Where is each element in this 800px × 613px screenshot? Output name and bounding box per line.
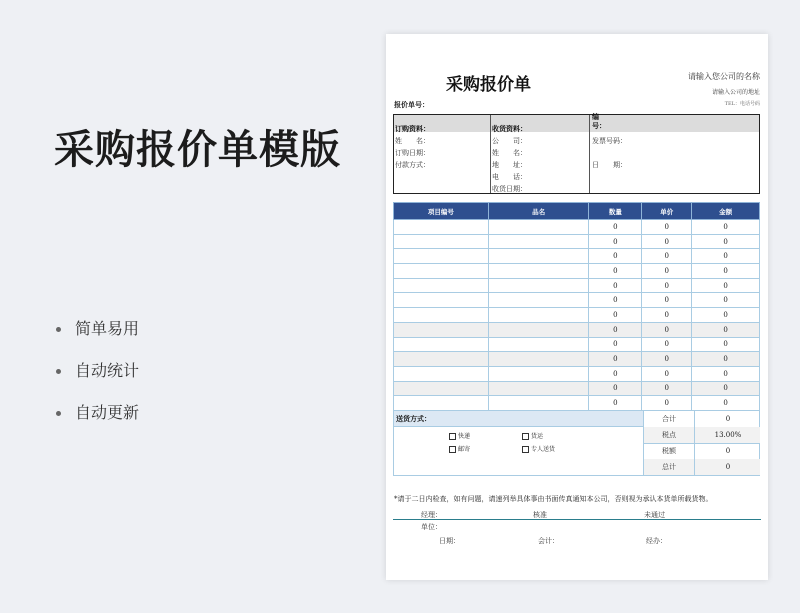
cell-qty[interactable]: 0 — [589, 322, 642, 337]
quote-document — [386, 34, 768, 580]
shipping-option-label: 邮寄 — [458, 446, 471, 453]
cell-amount[interactable]: 0 — [692, 308, 760, 323]
approve-label: 核准 — [533, 511, 547, 519]
table-row — [394, 308, 760, 323]
shipping-option-courier[interactable] — [522, 444, 555, 453]
table-header-row — [394, 203, 760, 220]
cell-amount[interactable]: 0 — [692, 322, 760, 337]
cell-name[interactable] — [488, 352, 589, 367]
serial-number-label: 编号： — [592, 112, 606, 130]
cell-price[interactable]: 0 — [642, 220, 692, 235]
column-header-item-no: 项目编号 — [394, 203, 489, 220]
receiver-name-label: 姓 名： — [492, 149, 527, 157]
promo-title: 采购报价单模版 — [54, 127, 341, 173]
reject-label: 未通过 — [644, 511, 665, 519]
column-header-unit-price: 单价 — [642, 203, 692, 220]
summary-row-tax-rate — [644, 427, 760, 444]
table-row — [394, 278, 760, 293]
feature-label: 自动统计 — [75, 361, 140, 380]
cell-price[interactable]: 0 — [642, 366, 692, 381]
feature-item — [56, 316, 139, 339]
cell-item[interactable] — [394, 396, 489, 411]
order-name-label: 姓 名： — [395, 137, 430, 145]
cell-amount[interactable]: 0 — [692, 352, 760, 367]
invoice-number-label: 发票号码： — [592, 137, 627, 145]
cell-qty[interactable]: 0 — [589, 220, 642, 235]
items-table — [393, 202, 760, 411]
cell-price[interactable]: 0 — [642, 264, 692, 279]
column-header-product: 品名 — [488, 203, 589, 220]
cell-qty[interactable]: 0 — [589, 293, 642, 308]
cell-item[interactable] — [394, 337, 489, 352]
cell-item[interactable] — [394, 278, 489, 293]
cell-amount[interactable]: 0 — [692, 264, 760, 279]
bullet-icon — [56, 369, 61, 374]
cell-amount[interactable]: 0 — [692, 396, 760, 411]
summary-value: 0 — [694, 443, 761, 459]
feature-label: 自动更新 — [75, 403, 140, 422]
cell-price[interactable]: 0 — [642, 337, 692, 352]
shipping-option-mail[interactable] — [449, 444, 470, 453]
cell-item[interactable] — [394, 264, 489, 279]
checkbox-icon[interactable] — [522, 433, 529, 440]
divider — [589, 115, 590, 193]
cell-amount[interactable]: 0 — [692, 220, 760, 235]
footnote: *请于二日内检查，如有问题，请速列举具体事由书面传真通知本公司，否则视为承认本货单所载货物。 — [394, 495, 713, 503]
receiver-info-heading: 收货资料： — [492, 124, 527, 133]
summary-label: 税点 — [662, 431, 676, 439]
summary-row-subtotal — [644, 411, 760, 428]
cell-amount[interactable]: 0 — [692, 381, 760, 396]
cell-item[interactable] — [394, 234, 489, 249]
document-title: 采购报价单 — [446, 75, 531, 95]
table-row — [394, 234, 760, 249]
feature-label: 简单易用 — [75, 319, 140, 338]
table-row — [394, 396, 760, 411]
shipping-option-label: 快递 — [458, 433, 471, 440]
table-row — [394, 220, 760, 235]
checkbox-icon[interactable] — [449, 446, 456, 453]
cell-qty[interactable]: 0 — [589, 396, 642, 411]
bullet-icon — [56, 327, 61, 332]
cell-amount[interactable]: 0 — [692, 249, 760, 264]
cell-price[interactable]: 0 — [642, 308, 692, 323]
cell-item[interactable] — [394, 249, 489, 264]
column-header-quantity: 数量 — [589, 203, 642, 220]
cell-item[interactable] — [394, 352, 489, 367]
info-header-band — [394, 115, 759, 132]
feature-item — [56, 358, 139, 381]
cell-amount[interactable]: 0 — [692, 234, 760, 249]
handler-label: 经办： — [646, 537, 667, 545]
cell-amount[interactable]: 0 — [692, 293, 760, 308]
summary-label: 税额 — [662, 447, 676, 455]
checkbox-icon[interactable] — [449, 433, 456, 440]
table-row — [394, 322, 760, 337]
cell-price[interactable]: 0 — [642, 352, 692, 367]
table-row — [394, 293, 760, 308]
cell-name[interactable] — [488, 278, 589, 293]
unit-label: 单位： — [421, 523, 442, 531]
summary-label: 总计 — [662, 463, 676, 471]
column-header-amount: 金额 — [692, 203, 760, 220]
shipping-section — [393, 410, 760, 476]
payment-method-label: 付款方式： — [395, 161, 430, 169]
table-row — [394, 337, 760, 352]
shipping-option-label: 专人送货 — [531, 446, 556, 453]
receiver-company-label: 公 司： — [492, 137, 527, 145]
receiver-date-label: 收货日期： — [492, 185, 527, 193]
cell-qty[interactable]: 0 — [589, 308, 642, 323]
cell-name[interactable] — [488, 322, 589, 337]
promo-panel — [0, 0, 380, 613]
invoice-date-label: 日 期： — [592, 161, 627, 169]
checkbox-icon[interactable] — [522, 446, 529, 453]
summary-value: 0 — [694, 459, 761, 475]
cell-item[interactable] — [394, 220, 489, 235]
cell-name[interactable] — [488, 308, 589, 323]
shipping-option-express[interactable] — [449, 431, 470, 440]
shipping-option-label: 货运 — [531, 433, 544, 440]
cell-name[interactable] — [488, 220, 589, 235]
summary-value: 13.00% — [694, 427, 761, 443]
cell-qty[interactable]: 0 — [589, 366, 642, 381]
cell-qty[interactable]: 0 — [589, 381, 642, 396]
company-name[interactable]: 请输入您公司的名称 — [688, 72, 760, 81]
cell-price[interactable]: 0 — [642, 249, 692, 264]
cell-name[interactable] — [488, 249, 589, 264]
cell-amount[interactable]: 0 — [692, 337, 760, 352]
receiver-phone-label: 电 话： — [492, 173, 527, 181]
table-row — [394, 381, 760, 396]
company-address[interactable]: 请输入公司的地址 — [711, 89, 760, 96]
cell-item[interactable] — [394, 322, 489, 337]
cell-qty[interactable]: 0 — [589, 278, 642, 293]
summary-label: 合计 — [662, 415, 676, 423]
table-row — [394, 264, 760, 279]
cell-name[interactable] — [488, 234, 589, 249]
shipping-method-label: 送货方式： — [396, 414, 431, 423]
summary-row-total — [644, 459, 760, 475]
receiver-address-label: 地 址： — [492, 161, 527, 169]
order-date-label: 订购日期： — [395, 149, 430, 157]
cell-name[interactable] — [488, 337, 589, 352]
cell-item[interactable] — [394, 381, 489, 396]
cell-qty[interactable]: 0 — [589, 264, 642, 279]
signature-divider — [393, 519, 761, 520]
cell-item[interactable] — [394, 308, 489, 323]
table-row — [394, 352, 760, 367]
summary-value: 0 — [694, 411, 761, 427]
table-row — [394, 366, 760, 381]
info-section — [393, 114, 760, 194]
bullet-icon — [56, 411, 61, 416]
cell-qty[interactable]: 0 — [589, 249, 642, 264]
cell-name[interactable] — [488, 366, 589, 381]
accountant-label: 会计： — [538, 537, 559, 545]
cell-item[interactable] — [394, 293, 489, 308]
shipping-header — [394, 411, 643, 427]
cell-price[interactable]: 0 — [642, 322, 692, 337]
company-tel[interactable]: TEL：电话号码 — [724, 101, 760, 107]
manager-label: 经理： — [421, 511, 442, 519]
cell-price[interactable]: 0 — [642, 234, 692, 249]
cell-name[interactable] — [488, 264, 589, 279]
table-row — [394, 249, 760, 264]
shipping-option-freight[interactable] — [522, 431, 543, 440]
divider — [490, 115, 491, 193]
cell-name[interactable] — [488, 381, 589, 396]
cell-price[interactable]: 0 — [642, 396, 692, 411]
cell-name[interactable] — [488, 293, 589, 308]
feature-item — [56, 400, 139, 423]
summary-row-tax — [644, 443, 760, 460]
summary-block — [643, 411, 760, 475]
order-info-heading: 订购资料： — [395, 124, 430, 133]
cell-amount[interactable]: 0 — [692, 278, 760, 293]
cell-price[interactable]: 0 — [642, 293, 692, 308]
cell-name[interactable] — [488, 396, 589, 411]
cell-amount[interactable]: 0 — [692, 366, 760, 381]
cell-price[interactable]: 0 — [642, 381, 692, 396]
cell-item[interactable] — [394, 366, 489, 381]
cell-qty[interactable]: 0 — [589, 352, 642, 367]
cell-qty[interactable]: 0 — [589, 234, 642, 249]
cell-qty[interactable]: 0 — [589, 337, 642, 352]
cell-price[interactable]: 0 — [642, 278, 692, 293]
date-label: 日期： — [439, 537, 460, 545]
quote-number-label: 报价单号： — [394, 100, 429, 109]
